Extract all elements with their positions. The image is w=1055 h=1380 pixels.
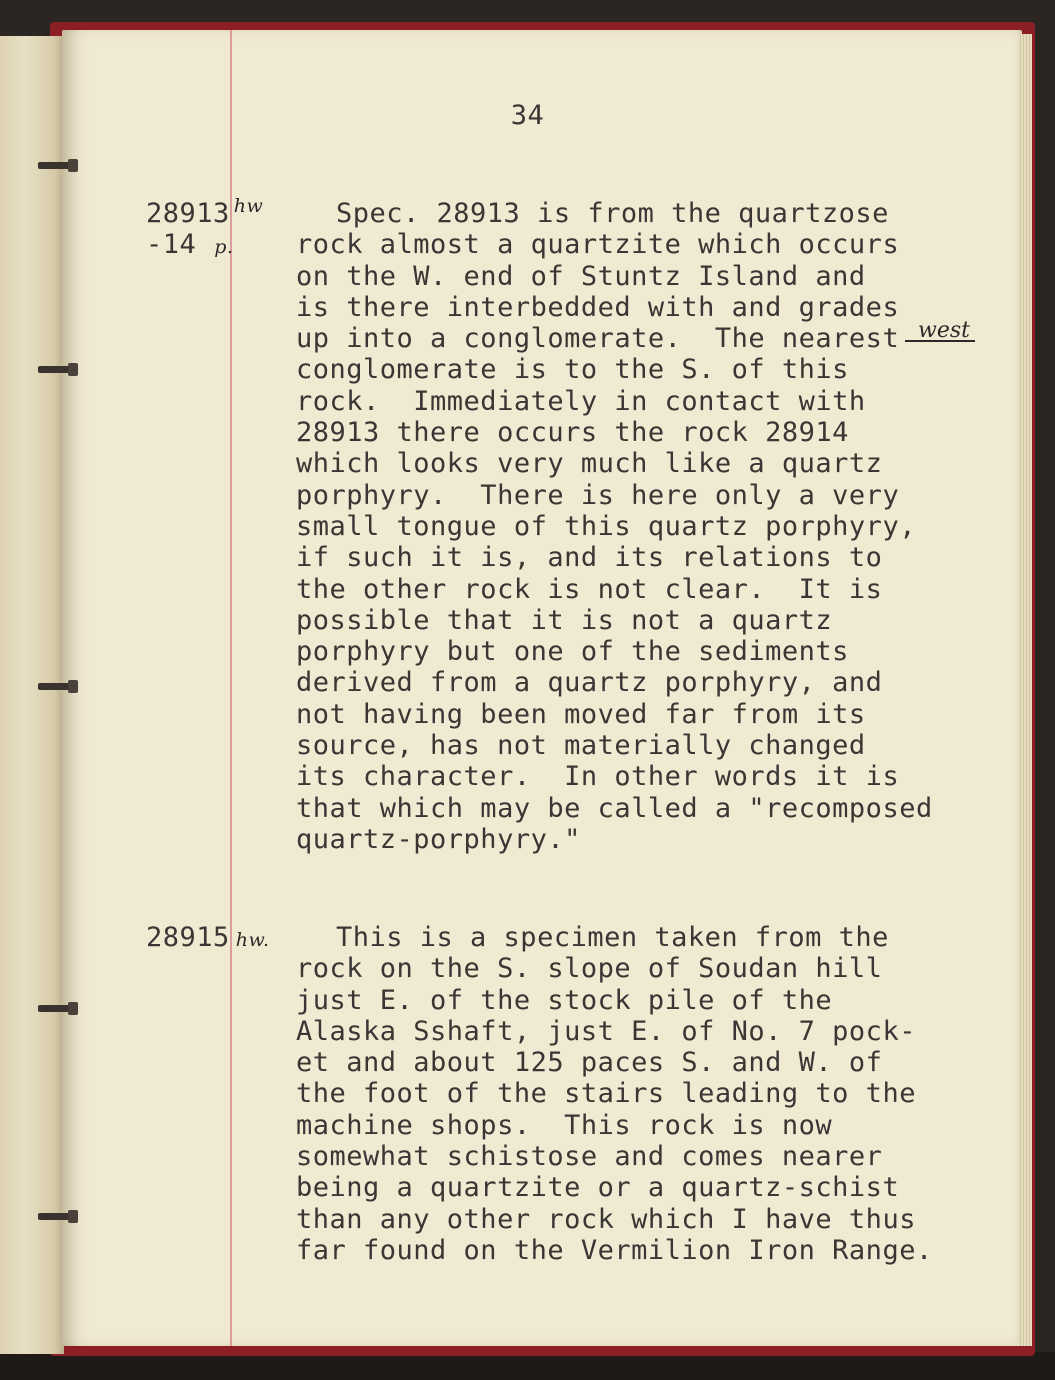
background-shadow [0, 1352, 1055, 1380]
entry-28913-text [296, 198, 1016, 855]
binder-ring [38, 1005, 72, 1012]
specimen-range [146, 229, 233, 260]
specimen-number: 28913 [146, 198, 230, 229]
typed-line: up into a conglomerate. The nearest [296, 323, 900, 355]
binder-ring [38, 162, 72, 169]
specimen-id-28913 [146, 195, 264, 229]
typed-line: the other rock is not clear. It is [296, 573, 883, 605]
typed-line: conglomerate is to the S. of this [296, 354, 849, 386]
typed-line: just E. of the stock pile of the [296, 984, 833, 1016]
handwritten-initials: hw. [235, 929, 270, 951]
page-number: 34 [510, 100, 545, 131]
typed-line: Alaska Sshaft, just E. of No. 7 pock- [296, 1015, 916, 1047]
entry-28915-text [296, 922, 1016, 1266]
typed-line: rock on the S. slope of Soudan hill [296, 953, 883, 985]
typed-line: is there interbedded with and grades [296, 291, 900, 323]
typed-line: derived from a quartz porphyry, and [296, 667, 883, 699]
typed-line: quartz-porphyry." [296, 823, 581, 855]
typed-line: This is a specimen taken from the [336, 922, 889, 953]
handwritten-initials: hw [233, 195, 264, 217]
binder-ring [38, 683, 72, 690]
typed-line: on the W. end of Stuntz Island and [296, 260, 866, 292]
facing-page-edge [0, 36, 64, 1354]
binder-ring [38, 366, 72, 373]
typed-line: the foot of the stairs leading to the [296, 1078, 916, 1110]
typed-line: somewhat schistose and comes nearer [296, 1141, 883, 1173]
handwritten-note: p. [214, 236, 234, 258]
typed-line: porphyry. There is here only a very [296, 479, 900, 511]
typed-line: 28913 there occurs the rock 28914 [296, 417, 849, 449]
typed-line: source, has not materially changed [296, 730, 866, 762]
typed-line: machine shops. This rock is now [296, 1109, 833, 1141]
typed-line: Spec. 28913 is from the quartzose [336, 198, 889, 229]
typed-line: rock. Immediately in contact with [296, 385, 866, 417]
typed-line: being a quartzite or a quartz-schist [296, 1172, 900, 1204]
typed-line: porphyry but one of the sediments [296, 636, 849, 668]
typed-line: not having been moved far from its [296, 698, 866, 730]
typed-line: that which may be called a "recomposed [296, 792, 933, 824]
specimen-number: 28915 [146, 922, 230, 953]
typed-line: if such it is, and its relations to [296, 542, 883, 574]
page-stack-edge [1018, 34, 1032, 1346]
handwritten-correction: west [918, 318, 970, 343]
typed-line: than any other rock which I have thus [296, 1203, 916, 1235]
typed-line: small tongue of this quartz porphyry, [296, 510, 916, 542]
typed-line: et and about 125 paces S. and W. of [296, 1047, 883, 1079]
typed-line: possible that it is not a quartz [296, 604, 833, 636]
typed-line: its character. In other words it is [296, 761, 900, 793]
typed-line: rock almost a quartzite which occurs [296, 229, 900, 261]
typed-line: which looks very much like a quartz [296, 448, 883, 480]
binder-ring [38, 1213, 72, 1220]
specimen-id-28915 [146, 922, 270, 953]
specimen-suffix: -14 [146, 229, 197, 260]
typed-line: far found on the Vermilion Iron Range. [296, 1234, 933, 1266]
